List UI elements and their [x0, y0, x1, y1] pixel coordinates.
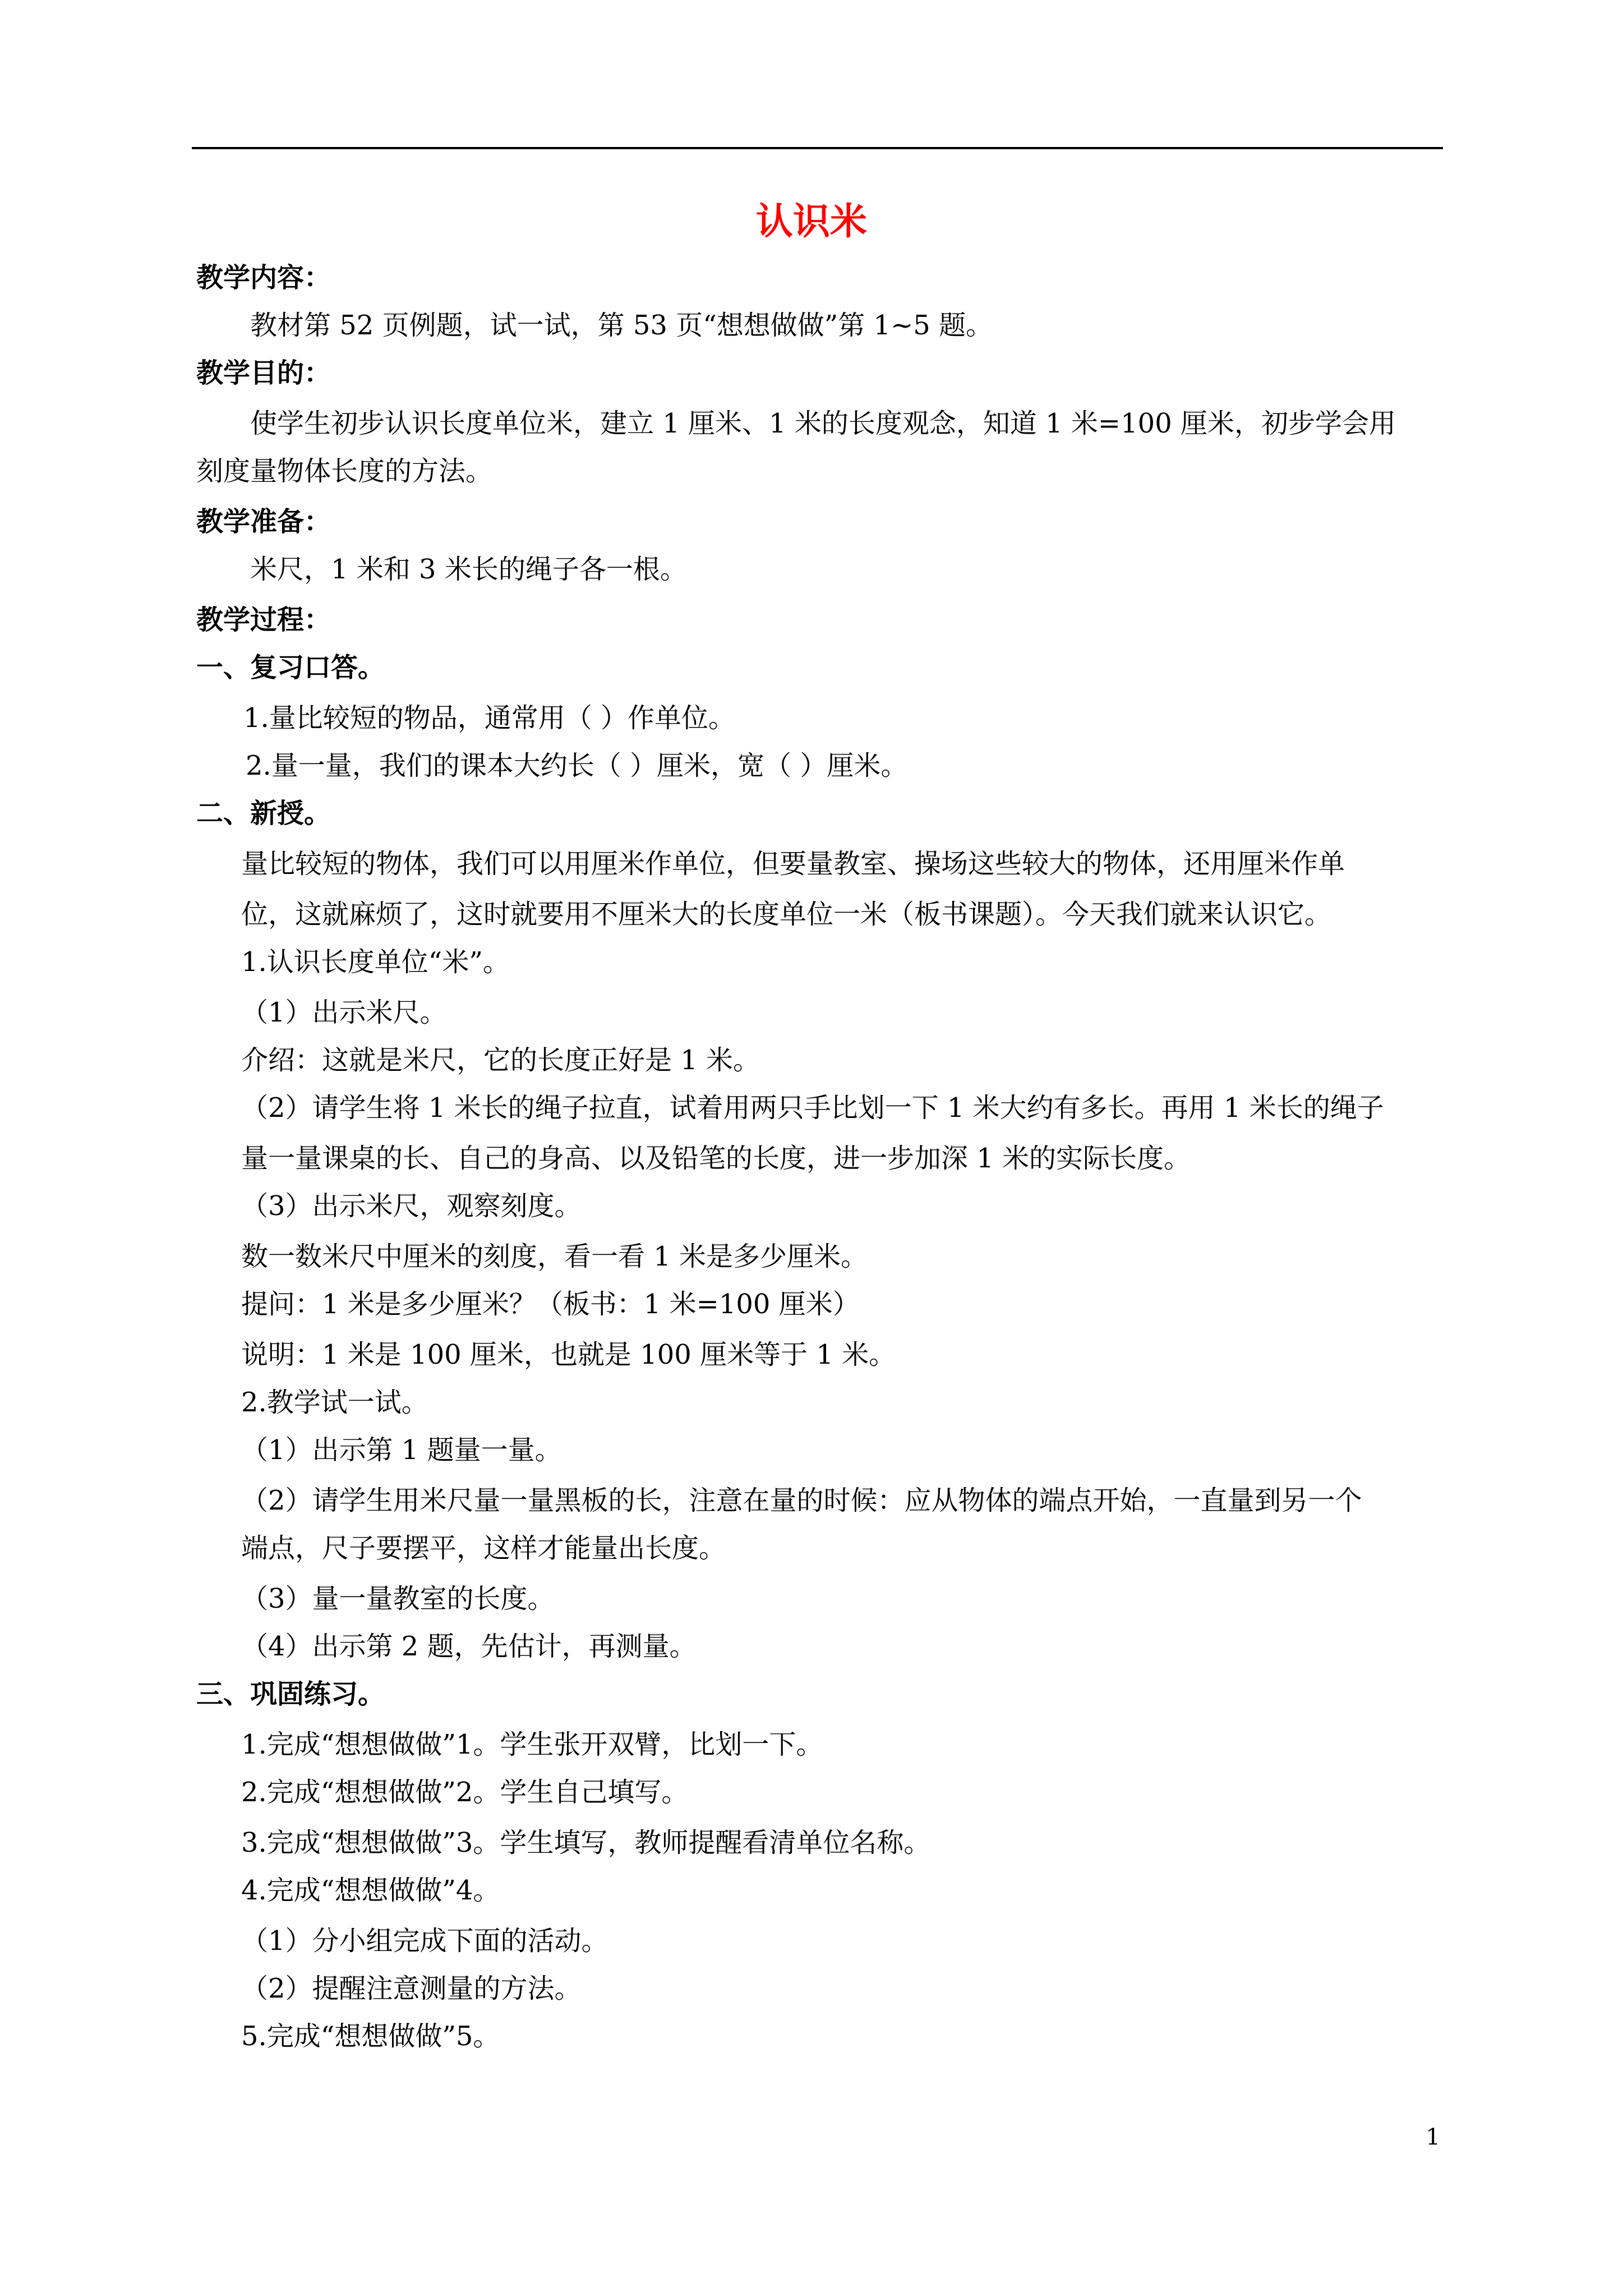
practice-item-4: 4.完成“想想做做”4。 — [241, 1875, 500, 1906]
new-item-1: 1.认识长度单位“米”。 — [241, 946, 510, 978]
document-title: 认识米 — [756, 200, 867, 243]
practice-item-4-1: （1）分小组完成下面的活动。 — [241, 1925, 608, 1957]
section-heading-content: 教学内容： — [196, 262, 331, 293]
goal-text-2: 刻度量物体长度的方法。 — [196, 455, 493, 487]
section-heading-practice: 三、巩固练习。 — [196, 1678, 385, 1710]
new-intro-2: 位，这就麻烦了，这时就要用不厘米大的长度单位一米（板书课题）。今天我们就来认识它。 — [241, 899, 1332, 930]
header-rule — [192, 147, 1443, 149]
new-item-1-3-b: 提问：1 米是多少厘米？（板书：1 米=100 厘米） — [241, 1289, 860, 1320]
new-item-2-1: （1）出示第 1 题量一量。 — [241, 1434, 562, 1466]
practice-item-1: 1.完成“想想做做”1。学生张开双臂，比划一下。 — [241, 1729, 823, 1760]
new-item-1-1-note: 介绍：这就是米尺，它的长度正好是 1 米。 — [241, 1045, 760, 1076]
section-heading-new: 二、新授。 — [196, 798, 331, 829]
review-item-1: 1.量比较短的物品，通常用（ ）作单位。 — [243, 702, 736, 734]
practice-item-4-2: （2）提醒注意测量的方法。 — [241, 1973, 582, 2004]
section-heading-process: 教学过程： — [196, 604, 331, 636]
review-item-2: 2.量一量，我们的课本大约长（ ）厘米，宽（ ）厘米。 — [246, 750, 908, 781]
new-item-1-3-a: 数一数米尺中厘米的刻度，看一看 1 米是多少厘米。 — [241, 1241, 868, 1272]
practice-item-5: 5.完成“想想做做”5。 — [241, 2021, 500, 2052]
content-text: 教材第 52 页例题，试一试，第 53 页“想想做做”第 1~5 题。 — [250, 310, 993, 341]
page-number: 1 — [1426, 2124, 1440, 2150]
new-item-2-2-a: （2）请学生用米尺量一量黑板的长，注意在量的时候：应从物体的端点开始，一直量到另一个 — [241, 1485, 1362, 1516]
new-item-1-3: （3）出示米尺，观察刻度。 — [241, 1190, 582, 1222]
goal-text-1: 使学生初步认识长度单位米，建立 1 厘米、1 米的长度观念，知道 1 米=100 厘米，初步学会用 — [250, 408, 1396, 439]
new-item-2-4: （4）出示第 2 题，先估计，再测量。 — [241, 1631, 697, 1662]
new-item-1-2-a: （2）请学生将 1 米长的绳子拉直，试着用两只手比划一下 1 米大约有多长。再用 1 米长的绳子 — [241, 1092, 1384, 1124]
new-item-2-2-b: 端点，尺子要摆平，这样才能量出长度。 — [241, 1533, 726, 1564]
section-heading-review: 一、复习口答。 — [196, 652, 385, 683]
new-item-1-2-b: 量一量课桌的长、自己的身高、以及铅笔的长度，进一步加深 1 米的实际长度。 — [241, 1143, 1191, 1174]
new-intro-1: 量比较短的物体，我们可以用厘米作单位，但要量教室、操场这些较大的物体，还用厘米作单 — [241, 848, 1345, 880]
new-item-2-3: （3）量一量教室的长度。 — [241, 1583, 555, 1614]
new-item-2: 2.教学试一试。 — [241, 1387, 428, 1418]
prep-text: 米尺，1 米和 3 米长的绳子各一根。 — [250, 554, 687, 585]
section-heading-prep: 教学准备： — [196, 506, 331, 537]
practice-item-3: 3.完成“想想做做”3。学生填写，教师提醒看清单位名称。 — [241, 1827, 931, 1858]
new-item-1-1: （1）出示米尺。 — [241, 997, 447, 1028]
section-heading-goal: 教学目的： — [196, 357, 331, 389]
practice-item-2: 2.完成“想想做做”2。学生自己填写。 — [241, 1777, 689, 1808]
new-item-1-3-c: 说明：1 米是 100 厘米，也就是 100 厘米等于 1 米。 — [241, 1339, 896, 1370]
